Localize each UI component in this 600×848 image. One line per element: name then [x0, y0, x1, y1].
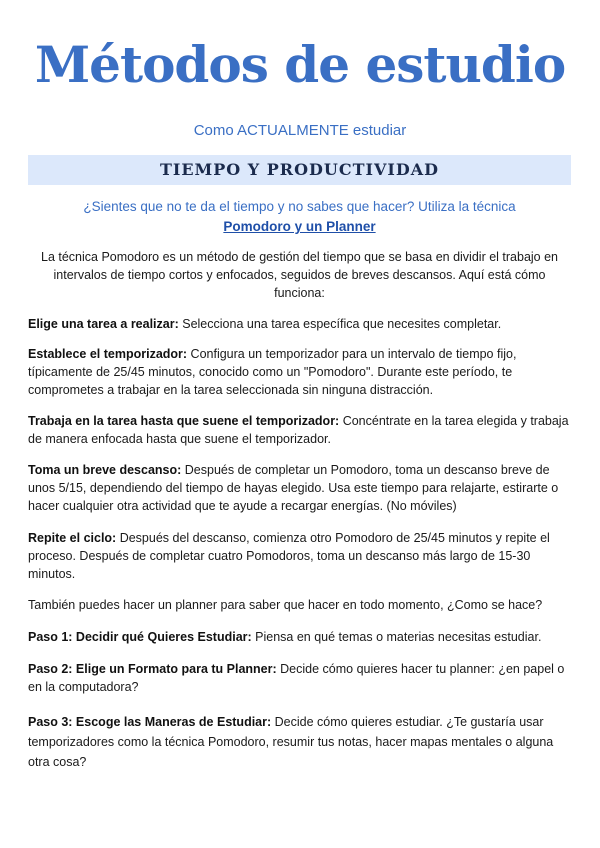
step-label: Toma un breve descanso: — [28, 463, 182, 477]
planner-step-label: Paso 2: Elige un Formato para tu Planner: — [28, 662, 277, 676]
step-text: Configura un temporizador para un intervalo de tiempo fijo, típicamente de 25/45 minutos, conocido como un "Pomodoro". Durante este período, te comprometes a trabajar en la tarea seleccionada sin ninguna distracción. — [28, 347, 517, 397]
intro-paragraph: La técnica Pomodoro es un método de gestión del tiempo que se basa en dividir el trabajo en intervalos de tiempo cortos y enfocados, seguidos de breves descansos. Aquí está cómo funciona: — [41, 250, 558, 300]
step-text: Selecciona una tarea específica que necesites completar. — [178, 317, 502, 331]
step-text: Concéntrate en la tarea elegida y trabaja de manera enfocada hasta que suene el temporizador. — [28, 414, 569, 446]
step-text: Después de completar un Pomodoro, toma un descanso breve de unos 5/15, dependiendo del tiempo de hayas elegido. Usa este tiempo para relajarte, estirarte o hacer cualquier otra actividad que te ayude a recargar energías. (No móviles) — [28, 463, 559, 513]
step-paragraph — [28, 461, 573, 515]
step-label: Elige una tarea a realizar: — [28, 317, 179, 331]
planner-intro: También puedes hacer un planner para saber que hacer en todo momento, ¿Como se hace? — [28, 598, 543, 612]
pomodoro-planner-link[interactable]: Pomodoro y un Planner — [223, 219, 376, 234]
planner-step — [28, 712, 573, 772]
planner-step — [28, 660, 573, 696]
section-heading: TIEMPO Y PRODUCTIVIDAD — [28, 155, 571, 185]
step-paragraph — [28, 412, 573, 448]
planner-step-text: Decide cómo quieres estudiar. ¿Te gustaría usar temporizadores como la técnica Pomodoro, resumir tus notas, hacer mapas mentales o alguna otra cosa? — [28, 715, 554, 769]
planner-step-label: Paso 1: Decidir qué Quieres Estudiar: — [28, 630, 252, 644]
step-paragraph — [28, 529, 573, 583]
question-text — [28, 197, 571, 237]
page-subtitle: Como ACTUALMENTE estudiar — [193, 122, 407, 139]
step-label: Trabaja en la tarea hasta que suene el temporizador: — [28, 414, 340, 428]
question-prompt: ¿Sientes que no te da el tiempo y no sabes que hacer? Utiliza la técnica — [83, 199, 516, 214]
step-text: Después del descanso, comienza otro Pomodoro de 25/45 minutos y repite el proceso. Después de completar cuatro Pomodoros, toma un descanso más largo de 15-30 minutos. — [28, 531, 550, 581]
step-label: Establece el temporizador: — [28, 347, 188, 361]
step-paragraph — [28, 315, 573, 333]
page-title: Métodos de estudio — [34, 35, 566, 94]
step-label: Repite el ciclo: — [28, 531, 117, 545]
planner-step-text: Decide cómo quieres hacer tu planner: ¿en papel o en la computadora? — [28, 662, 565, 694]
planner-step-label: Paso 3: Escoge las Maneras de Estudiar: — [28, 715, 272, 729]
planner-step-text: Piensa en qué temas o materias necesitas estudiar. — [251, 630, 542, 644]
planner-step — [28, 628, 573, 646]
step-paragraph — [28, 345, 573, 399]
